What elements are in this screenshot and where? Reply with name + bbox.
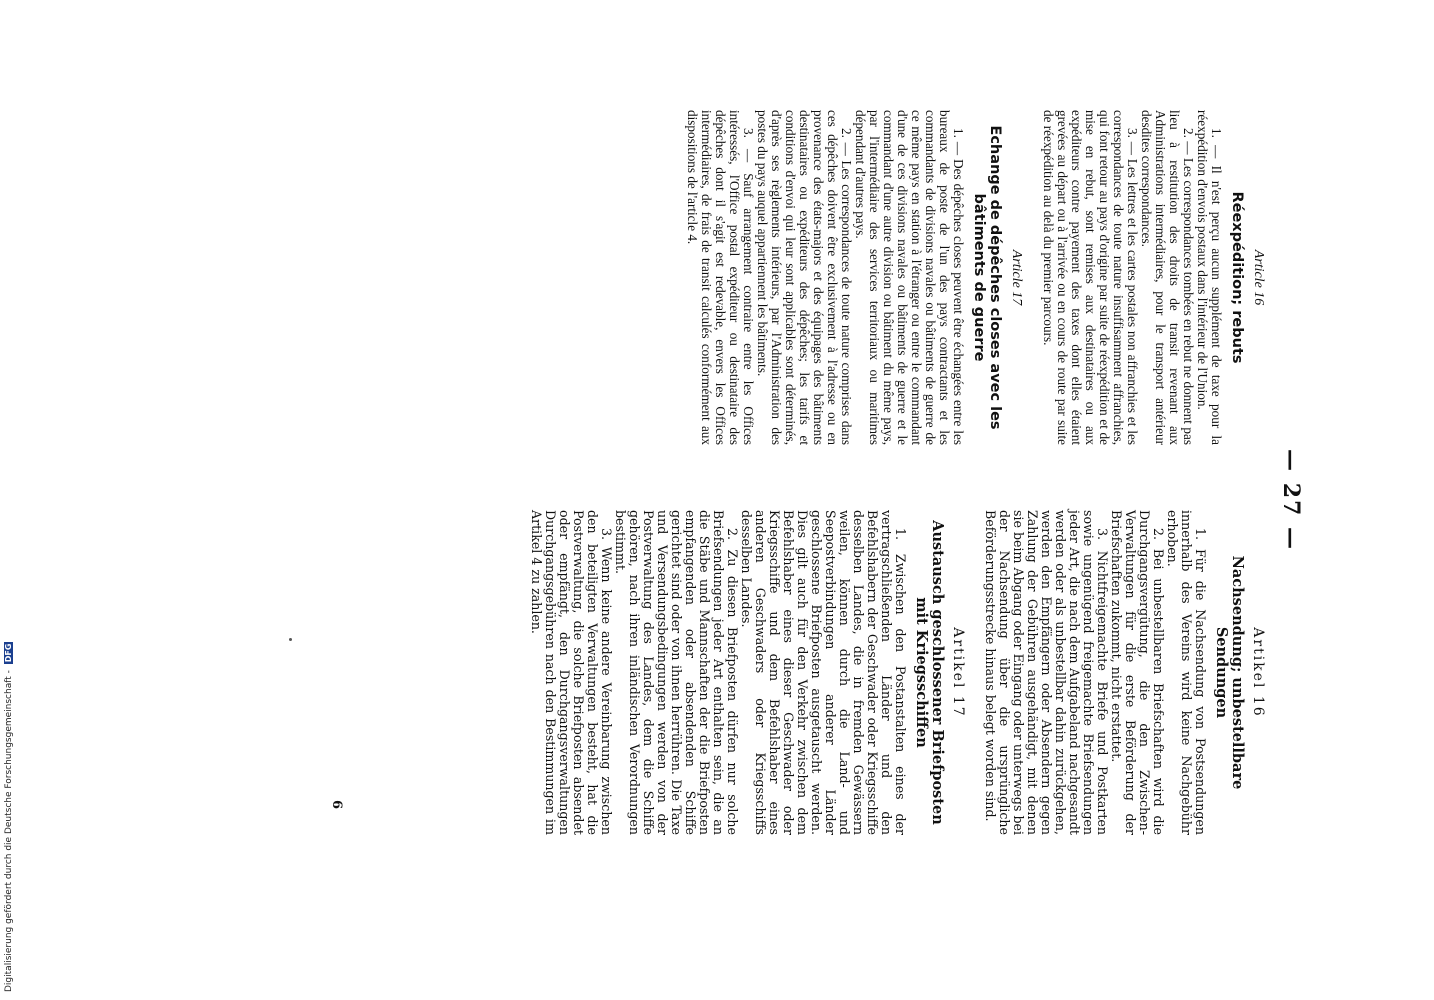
german-art16-paragraph-1: 1. Für die Nachsendung von Postsendungen innerhalb des Vereins wird keine Nachgebühr erhoben. (1165, 510, 1208, 835)
german-art16-paragraph-2: 2. Bei unbestellbaren Briefschaften wird die Durchgangsvergütung, die den Zwischen-Verwaltungen für die erste Beförderung der Briefschaften zukommt, nicht erstattet. (1109, 510, 1166, 835)
french-art17-paragraph-1: 1. — Des dépêches closes peuvent être échangées entre les bureaux de poste de l'un des pays contractants et les commandants de divisions navales ou bâtiments de guerre de ce même pays en station à l'étranger ou entre le commandant d'une de ces divisions navales ou bâtiments de guerre et le commandant d'une autre division ou bâtiment du même pays, par l'intermédiaire des services territoriaux ou maritimes dépendant d'autres pays. (853, 110, 966, 445)
french-article-16-heading: Réexpédition; rebuts (1229, 191, 1245, 364)
page-number: — 27 — (1278, 449, 1304, 551)
french-art16-paragraph-2: 2. — Les correspondances tombées en rebut ne donnent pas lieu à restitution des droits de transit revenant aux Administrations intermédiaires, pour le transport antérieur desdites correspondances. (1139, 110, 1196, 445)
german-article-16-title: Artikel 16 (1250, 627, 1266, 718)
german-column (529, 510, 1269, 835)
margin-note-text: Digitalisierung gefördert durch die Deutsche Forschungsgemeinschaft - (4, 670, 14, 992)
digitization-margin-note (4, 608, 16, 992)
french-column (685, 110, 1269, 445)
german-article-17-heading: Austausch geschlossener Briefposten mit Kriegsschiffen (913, 520, 946, 825)
german-art17-paragraph-2: 2. Zu diesen Briefposten dürfen nur solche Briefsendungen jeder Art enthalten sein, die an die Stäbe und Mannschaften der die Briefposten empfangenden oder absendenden Schiffe gerichtet sind oder von ihnen herrühren. Die Taxe und Versendungsbedingungen werden von der Postverwaltung des Landes, dem die Schiffe gehören, nach ihren inländischen Verordnungen bestimmt. (613, 510, 740, 835)
german-art17-paragraph-3: 3. Wenn keine andere Vereinbarung zwischen den beteiligten Verwaltungen besteht, hat die Postverwaltung, die solche Briefposten absendet oder empfängt, den Durchgangsverwaltungen Durchgangsgebühren nach den Bestimmungen im Artikel 4 zu zahlen. (529, 510, 614, 835)
german-article-16-heading: Nachsendung; unbestellbare Sendungen (1213, 555, 1246, 790)
sheet-signature: 6 (329, 800, 344, 810)
french-art17-paragraph-3: 3. — Sauf arrangement contraire entre les Offices intéressés, l'Office postal expéditeur ou destinataire des dépêches dont il s'agit est redevable, envers les Offices intermédiaires, de frais de transit calculés conformément aux dispositions de l'article 4. (685, 110, 756, 445)
speck-mark (289, 638, 292, 641)
german-art17-paragraph-1: 1. Zwischen den Postanstalten eines der vertragschließenden Länder und den Befehlshabern der Geschwader oder Kriegsschiffe desselben Landes, die in fremden Gewässern weilen, können durch die Land- und Seepostverbindungen anderer Länder geschlossene Briefposten ausgetauscht werden. Dies gilt auch für den Verkehr zwischen dem Befehlshaber eines dieser Geschwader oder Kriegsschiffe und dem Befehlshaber eines anderen Geschwaders oder Kriegsschiffs desselben Landes. (739, 510, 908, 835)
german-article-17-title: Artikel 17 (950, 627, 966, 718)
french-article-17-heading: Echange de dépêches closes avec les bâtiments de guerre (971, 125, 1003, 430)
french-article-16-title: Article 16 (1251, 249, 1266, 306)
dfg-logo: DFG (4, 643, 13, 663)
french-art17-paragraph-2: 2. — Les correspondances de toute nature comprises dans ces dépêches doivent être exclusivement à l'adresse ou en provenance des états-majors et des équipages des bâtiments destinataires ou expéditeurs des dépêches; les tarifs et conditions d'envoi qui leur sont applicables sont déterminés, d'après ses règlements intérieurs, par l'Administration des postes du pays auquel appartiennent les bâtiments. (755, 110, 854, 445)
french-art16-paragraph-1: 1. — Il n'est perçu aucun supplément de taxe pour la réexpédition d'envois postaux dans l'intérieur de l'Union. (1195, 110, 1224, 445)
french-art16-paragraph-3: 3. — Les lettres et les cartes postales non affranchies et les correspondances de toute nature insuffisamment affranchies, qui font retour au pays d'origine par suite de réexpédition et de mise en rebut, sont remises aux destinataires ou aux expéditeurs contre payement des taxes dont elles étaient grevées au départ ou à l'arrivée ou en cours de route par suite de réexpédition au delà du premier parcours. (1041, 110, 1140, 445)
french-article-17-title: Article 17 (1009, 249, 1024, 306)
german-art16-paragraph-3: 3. Nichtfreigemachte Briefe und Postkarten sowie ungenügend freigemachte Briefsendungen jeder Art, die nach dem Aufgabeland nachgesandt werden oder als unbestellbar dahin zurückgehen, werden den Empfängern oder Absendern gegen Zahlung der Gebühren ausgehändigt, mit denen sie beim Abgang oder Eingang oder unterwegs bei der Nachsendung über die ursprüngliche Beförderungsstrecke hinaus belegt worden sind. (983, 510, 1110, 835)
